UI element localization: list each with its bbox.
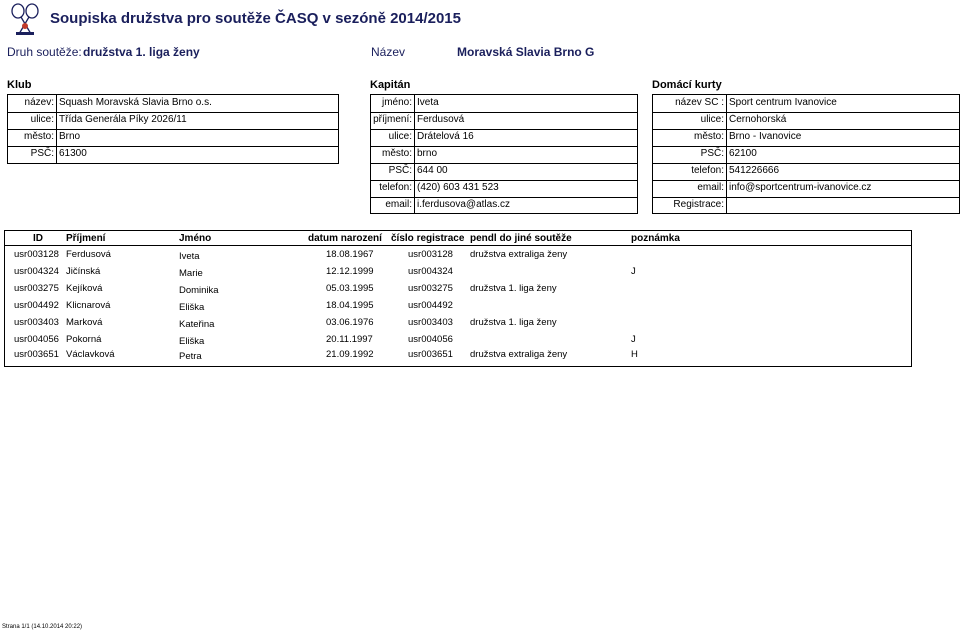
- cell-registrace: usr003275: [408, 283, 453, 294]
- col-header-prijmeni: Příjmení: [66, 233, 106, 244]
- cell-poznamka: J: [631, 266, 636, 277]
- table-row: [5, 332, 911, 349]
- kurty-heading: Domácí kurty: [652, 79, 722, 91]
- cell-datum: 12.12.1999: [326, 266, 374, 277]
- klub-row: [8, 146, 338, 163]
- col-header-pendl: pendl do jiné soutěže: [470, 233, 572, 244]
- col-header-id: ID: [33, 233, 43, 244]
- header-divider: [5, 245, 911, 246]
- cell-datum: 18.04.1995: [326, 300, 374, 311]
- cell-prijmeni: Pokorná: [66, 334, 102, 345]
- cell-pendl: družstva extraliga ženy: [470, 349, 568, 360]
- kapitan-box: [370, 94, 638, 214]
- kapitan-value: 644 00: [417, 165, 448, 176]
- klub-row: [8, 95, 338, 113]
- cell-id: usr003128: [14, 249, 59, 260]
- cell-prijmeni: Jičínská: [66, 266, 101, 277]
- cell-jmeno: Eliška: [179, 302, 205, 313]
- cell-jmeno: Iveta: [179, 251, 200, 262]
- kurty-label: email:: [697, 182, 724, 193]
- kapitan-heading: Kapitán: [370, 79, 411, 91]
- kurty-row: [653, 180, 959, 198]
- kapitan-row: [371, 197, 637, 214]
- kurty-value: 541226666: [729, 165, 780, 176]
- kapitan-value: i.ferdusova@atlas.cz: [417, 199, 510, 210]
- kapitan-value: Drátelová 16: [417, 131, 474, 142]
- klub-box: [7, 94, 339, 164]
- nazev-value: Moravská Slavia Brno G: [457, 45, 595, 59]
- cell-datum: 03.06.1976: [326, 317, 374, 328]
- kapitan-label: město:: [381, 148, 412, 159]
- klub-row: [8, 112, 338, 130]
- table-row: [5, 315, 911, 332]
- kapitan-label: jméno:: [381, 97, 412, 108]
- kurty-label: PSČ:: [700, 148, 724, 159]
- kurty-label: telefon:: [691, 165, 724, 176]
- cell-registrace: usr004056: [408, 334, 453, 345]
- kapitan-value: Iveta: [417, 97, 439, 108]
- cell-datum: 20.11.1997: [326, 334, 373, 345]
- klub-value: Brno: [59, 131, 81, 142]
- kapitan-label: email:: [385, 199, 412, 210]
- cell-jmeno: Petra: [179, 351, 202, 362]
- kurty-row: [653, 197, 959, 214]
- klub-heading: Klub: [7, 79, 32, 91]
- kapitan-row: [371, 146, 637, 164]
- kapitan-row: [371, 112, 637, 130]
- page-title: Soupiska družstva pro soutěže ČASQ v sezóně 2014/2015: [50, 10, 461, 27]
- cell-datum: 21.09.1992: [326, 349, 374, 360]
- cell-id: usr004324: [14, 266, 59, 277]
- kapitan-row: [371, 129, 637, 147]
- klub-label: město:: [23, 131, 54, 142]
- klub-value: Squash Moravská Slavia Brno o.s.: [59, 97, 212, 108]
- klub-value: 61300: [59, 148, 87, 159]
- kapitan-value: (420) 603 431 523: [417, 182, 499, 193]
- cell-pendl: družstva 1. liga ženy: [470, 317, 557, 328]
- cell-id: usr003275: [14, 283, 59, 294]
- klub-value: Třída Generála Píky 2026/11: [59, 114, 187, 125]
- klub-label: ulice:: [30, 114, 54, 125]
- cell-poznamka: J: [631, 334, 636, 345]
- casq-logo-icon: [4, 2, 46, 38]
- kapitan-row: [371, 95, 637, 113]
- kurty-value: Černohorská: [729, 114, 787, 125]
- col-header-datum: datum narození: [308, 233, 382, 244]
- table-row: [5, 349, 911, 366]
- table-row: [5, 247, 911, 264]
- cell-jmeno: Marie: [179, 268, 203, 279]
- klub-row: [8, 129, 338, 147]
- cell-poznamka: H: [631, 349, 638, 360]
- kurty-value: 62100: [729, 148, 757, 159]
- cell-jmeno: Eliška: [179, 336, 205, 347]
- cell-registrace: usr004324: [408, 266, 453, 277]
- kurty-box: [652, 94, 960, 214]
- kurty-label: ulice:: [700, 114, 724, 125]
- klub-label: PSČ:: [30, 148, 54, 159]
- kapitan-label: PSČ:: [388, 165, 412, 176]
- kurty-value: Brno - Ivanovice: [729, 131, 802, 142]
- druh-label: Druh soutěže:: [7, 45, 82, 59]
- cell-registrace: usr003403: [408, 317, 453, 328]
- cell-prijmeni: Václavková: [66, 349, 115, 360]
- page-footer: Strana 1/1 (14.10.2014 20:22): [2, 624, 83, 630]
- cell-id: usr004056: [14, 334, 59, 345]
- druh-value: družstva 1. liga ženy: [83, 45, 200, 59]
- kurty-row: [653, 146, 959, 164]
- cell-pendl: družstva 1. liga ženy: [470, 283, 557, 294]
- kurty-label: Registrace:: [673, 199, 724, 210]
- col-header-registrace: číslo registrace: [391, 233, 465, 244]
- table-row: [5, 281, 911, 298]
- cell-jmeno: Kateřina: [179, 319, 215, 330]
- cell-prijmeni: Marková: [66, 317, 103, 328]
- kapitan-row: [371, 180, 637, 198]
- kapitan-label: telefon:: [379, 182, 412, 193]
- cell-pendl: družstva extraliga ženy: [470, 249, 568, 260]
- table-row: [5, 264, 911, 281]
- cell-prijmeni: Ferdusová: [66, 249, 111, 260]
- kurty-row: [653, 95, 959, 113]
- cell-id: usr003651: [14, 349, 59, 360]
- kapitan-label: ulice:: [388, 131, 412, 142]
- kurty-label: město:: [693, 131, 724, 142]
- col-header-poznamka: poznámka: [631, 233, 680, 244]
- cell-jmeno: Dominika: [179, 285, 219, 296]
- cell-prijmeni: Kejíková: [66, 283, 103, 294]
- cell-datum: 05.03.1995: [326, 283, 374, 294]
- cell-prijmeni: Klicnarová: [66, 300, 111, 311]
- cell-registrace: usr004492: [408, 300, 453, 311]
- kapitan-value: brno: [417, 148, 438, 159]
- kapitan-row: [371, 163, 637, 181]
- cell-id: usr003403: [14, 317, 59, 328]
- cell-registrace: usr003128: [408, 249, 453, 260]
- kapitan-value: Ferdusová: [417, 114, 465, 125]
- kurty-value: info@sportcentrum-ivanovice.cz: [729, 182, 872, 193]
- table-row: [5, 298, 911, 315]
- col-header-jmeno: Jméno: [179, 233, 212, 244]
- klub-label: název:: [24, 97, 54, 108]
- cell-id: usr004492: [14, 300, 59, 311]
- cell-registrace: usr003651: [408, 349, 453, 360]
- kurty-row: [653, 163, 959, 181]
- kurty-row: [653, 112, 959, 130]
- nazev-label: Název: [371, 45, 406, 59]
- kurty-value: Sport centrum Ivanovice: [729, 97, 837, 108]
- players-table: [4, 230, 912, 367]
- kurty-row: [653, 129, 959, 147]
- kapitan-label: příjmení:: [373, 114, 412, 125]
- cell-datum: 18.08.1967: [326, 249, 374, 260]
- kurty-label: název SC :: [675, 97, 724, 108]
